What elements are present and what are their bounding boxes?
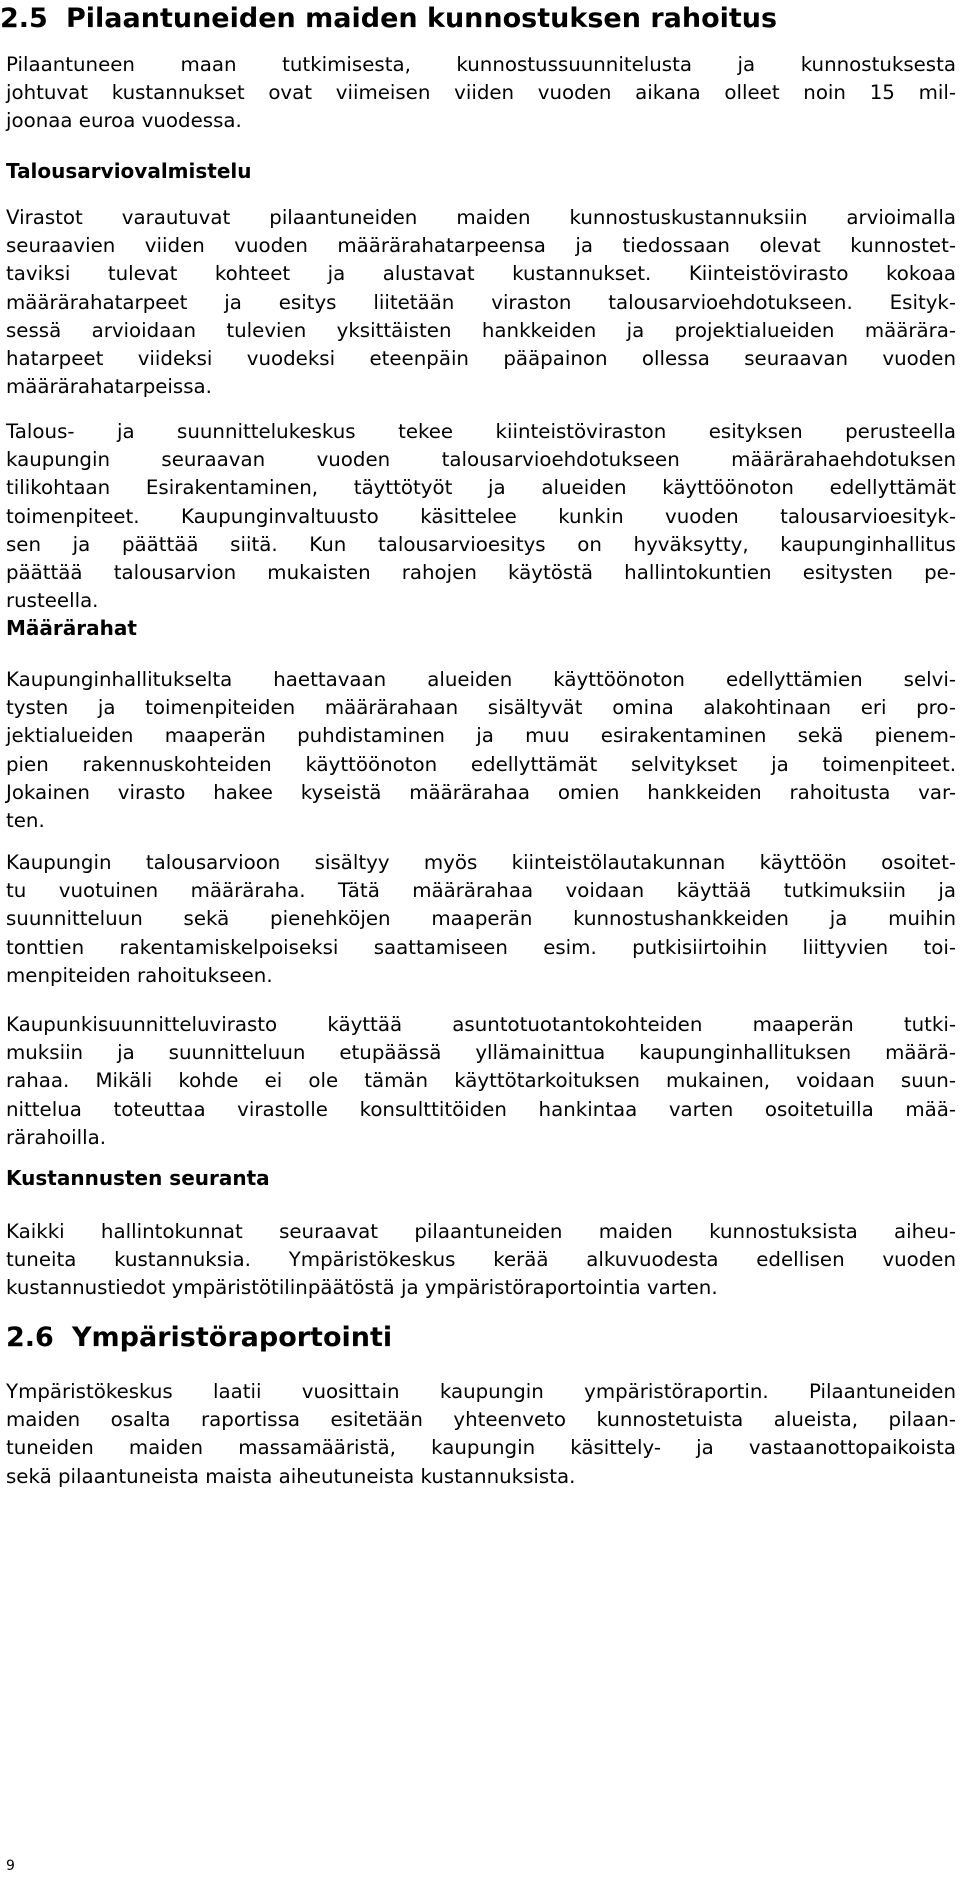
text-line: Kaikki hallintokunnat seuraavat pilaantuneiden maiden kunnostuksista aiheu- xyxy=(6,1220,956,1243)
maararahat-paragraph-2 xyxy=(6,849,956,990)
text-line: sessä arvioidaan tulevien yksittäisten hankkeiden ja projektialueiden määrära- xyxy=(6,318,956,342)
section-heading-2-6 xyxy=(6,1321,392,1354)
subheading-kustannusten-seuranta: Kustannusten seuranta xyxy=(6,1166,270,1190)
talousarvio-paragraph-1 xyxy=(6,204,956,401)
section-title: Ympäristöraportointi xyxy=(72,1322,393,1353)
text-line: nittelua toteuttaa virastolle konsulttitöiden hankintaa varten osoitetuilla mää- xyxy=(6,1097,956,1121)
text-line: sen ja päättää siitä. Kun talousarvioesitys on hyväksytty, kaupunginhallitus xyxy=(6,532,956,556)
text-line: rahaa. Mikäli kohde ei ole tämän käyttötarkoituksen mukainen, voidaan suun- xyxy=(6,1069,956,1093)
text-line: pien rakennuskohteiden käyttöönoton edellyttämät selvitykset ja toimenpiteet. xyxy=(6,752,956,776)
section-title: Pilaantuneiden maiden kunnostuksen rahoitus xyxy=(66,3,778,34)
text-line: johtuvat kustannukset ovat viimeisen viiden vuoden aikana olleet noin 15 mil- xyxy=(6,81,956,105)
subheading-talousarviovalmistelu: Talousarviovalmistelu xyxy=(6,159,252,183)
page-number: 9 xyxy=(6,1858,15,1874)
text-line: kaupungin seuraavan vuoden talousarvioehdotukseen määrärahaehdotuksen xyxy=(6,448,956,472)
section-number: 2.6 xyxy=(6,1322,54,1353)
text-line: tuneita kustannuksia. Ympäristökeskus kerää alkuvuodesta edellisen vuoden xyxy=(6,1248,956,1272)
text-line: tu vuotuinen määräraha. Tätä määrärahaa voidaan käyttää tutkimuksiin ja xyxy=(6,879,956,903)
maararahat-paragraph-1 xyxy=(6,666,956,835)
text-line: jektialueiden maaperän puhdistaminen ja muu esirakentaminen sekä pienem- xyxy=(6,724,956,748)
text-line: Kaupungin talousarvioon sisältyy myös kiinteistölautakunnan käyttöön osoitet- xyxy=(6,851,956,874)
text-line: Kaupunginhallitukselta haettavaan alueiden käyttöönoton edellyttämien selvi- xyxy=(6,668,956,691)
text-line: päättää talousarvion mukaisten rahojen käytöstä hallintokuntien esitysten pe- xyxy=(6,560,956,584)
text-line: Ympäristökeskus laatii vuosittain kaupungin ympäristöraportin. Pilaantuneiden xyxy=(6,1380,956,1403)
text-line: muksiin ja suunnitteluun etupäässä yllämainittua kaupunginhallituksen määrä- xyxy=(6,1041,956,1065)
seuranta-paragraph xyxy=(6,1218,956,1303)
intro-paragraph xyxy=(6,51,956,136)
text-line: rärahoilla. xyxy=(6,1125,107,1149)
text-line: maiden osalta raportissa esitetään yhteenveto kunnostetuista alueista, pilaan- xyxy=(6,1408,956,1432)
section-number: 2.5 xyxy=(0,3,48,34)
text-line: rusteella. xyxy=(6,589,99,613)
text-line: tonttien rakentamiskelpoiseksi saattamiseen esim. putkisiirtoihin liittyvien toi- xyxy=(6,935,956,959)
ymparistoraportointi-paragraph xyxy=(6,1378,956,1491)
subheading-maararahat: Määrärahat xyxy=(6,616,137,640)
text-line: Jokainen virasto hakee kyseistä määrärahaa omien hankkeiden rahoitusta var- xyxy=(6,780,956,804)
text-line: sekä pilaantuneista maista aiheutuneista kustannuksista. xyxy=(6,1464,576,1488)
talousarvio-paragraph-2 xyxy=(6,418,956,615)
text-line: tysten ja toimenpiteiden määrärahaan sisältyvät omina alakohtinaan eri pro- xyxy=(6,696,956,720)
text-line: Pilaantuneen maan tutkimisesta, kunnostussuunnitelusta ja kunnostuksesta xyxy=(6,53,956,76)
text-line: hatarpeet viideksi vuodeksi eteenpäin pääpainon ollessa seuraavan vuoden xyxy=(6,346,956,370)
text-line: kustannustiedot ympäristötilinpäätöstä ja ympäristöraportointia varten. xyxy=(6,1276,718,1300)
text-line: tuneiden maiden massamääristä, kaupungin käsittely- ja vastaanottopaikoista xyxy=(6,1436,956,1460)
text-line: määrärahatarpeet ja esitys liitetään viraston talousarvioehdotukseen. Esityk- xyxy=(6,290,956,314)
text-line: menpiteiden rahoitukseen. xyxy=(6,963,273,987)
text-line: määrärahatarpeissa. xyxy=(6,375,212,399)
text-line: Virastot varautuvat pilaantuneiden maiden kunnostuskustannuksiin arvioimalla xyxy=(6,206,956,229)
section-heading-2-5 xyxy=(0,2,777,35)
text-line: toimenpiteet. Kaupunginvaltuusto käsittelee kunkin vuoden talousarvioesityk- xyxy=(6,504,956,528)
text-line: joonaa euroa vuodessa. xyxy=(6,109,242,133)
text-line: Talous- ja suunnittelukeskus tekee kiinteistöviraston esityksen perusteella xyxy=(6,420,956,443)
text-line: seuraavien viiden vuoden määrärahatarpeensa ja tiedossaan olevat kunnostet- xyxy=(6,234,956,258)
text-line: suunnitteluun sekä pienehköjen maaperän kunnostushankkeiden ja muihin xyxy=(6,907,956,931)
text-line: Kaupunkisuunnitteluvirasto käyttää asuntotuotantokohteiden maaperän tutki- xyxy=(6,1013,956,1036)
text-line: ten. xyxy=(6,808,45,832)
text-line: tilikohtaan Esirakentaminen, täyttötyöt ja alueiden käyttöönoton edellyttämät xyxy=(6,476,956,500)
text-line: taviksi tulevat kohteet ja alustavat kustannukset. Kiinteistövirasto kokoaa xyxy=(6,262,956,286)
maararahat-paragraph-3 xyxy=(6,1011,956,1152)
